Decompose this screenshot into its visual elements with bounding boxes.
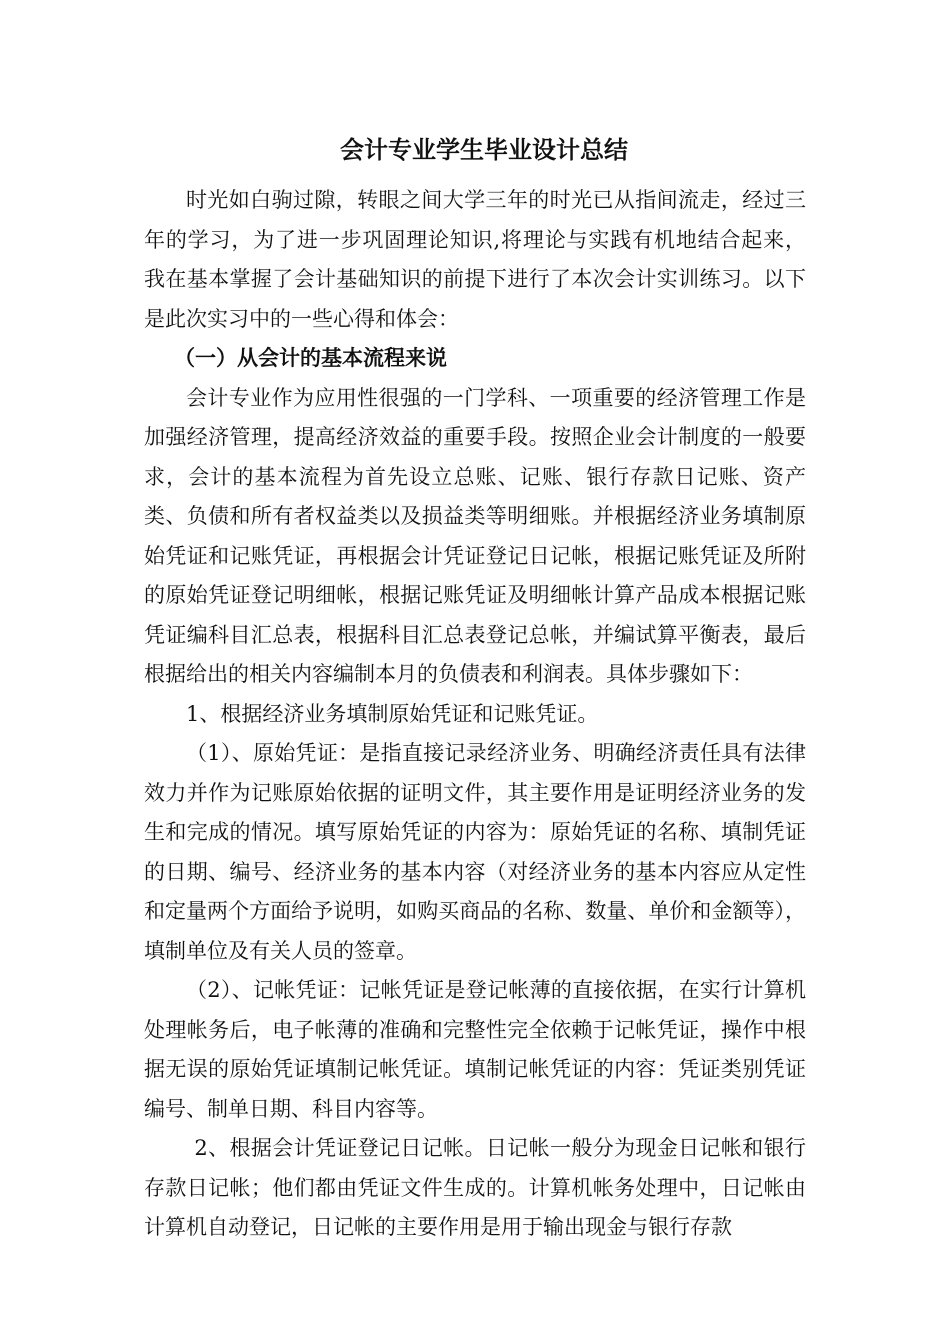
intro-paragraph: 时光如白驹过隙，转眼之间大学三年的时光已从指间流走，经过三年的学习，为了进一步巩固理论知识,将理论与实践有机地结合起来， 我在基本掌握了会计基础知识的前提下进行了本次会计实训练习。以下是此次实习中的一些心得和体会： (144, 188, 806, 331)
step-1-paragraph: 1、根据经济业务填制原始凭证和记账凭证。 (186, 701, 599, 726)
document-title: 会计专业学生毕业设计总结 (340, 136, 628, 164)
section-paragraph: 会计专业作为应用性很强的一门学科、一项重要的经济管理工作是加强经济管理，提高经济效益的重要手段。按照企业会计制度的一般要求，会计的基本流程为首先设立总账、记账、银行存款日记账、资产类、负债和所有者权益类以及损益类等明细账。并根据经济业务填制原始凭证和记账凭证，再根据会计凭证登记日记帐，根据记账凭证及所附的原始凭证登记明细帐，根据记账凭证及明细帐计算产品成本根据记账凭证编科目汇总表，根据科目汇总表登记总帐，并编试算平衡表，最后根据给出的相关内容编制本月的负债表和利润表。具体步骤如下： (144, 385, 806, 686)
step-2-paragraph: 2、根据会计凭证登记日记帐。日记帐一般分为现金日记帐和银行存款日记帐；他们都由凭证文件生成的。计算机帐务处理中，日记帐由计算机自动登记，日记帐的主要作用是用于输出现金与银行存款 (144, 1136, 806, 1239)
original-voucher-paragraph: （1）、原始凭证：是指直接记录经济业务、明确经济责任具有法律效力并作为记账原始依据的证明文件，其主要作用是证明经济业务的发生和完成的情况。填写原始凭证的内容为：原始凭证的名称、填制凭证的日期、编号、经济业务的基本内容（对经济业务的基本内容应从定性和定量两个方面给予说明，如购买商品的名称、数量、单价和金额等），填制单位及有关人员的签章。 (144, 741, 806, 963)
section-heading: （一）从会计的基本流程来说 (174, 346, 447, 370)
accounting-voucher-paragraph: （2）、记帐凭证：记帐凭证是登记帐薄的直接依据，在实行计算机处理帐务后，电子帐薄的准确和完整性完全依赖于记帐凭证，操作中根据无误的原始凭证填制记帐凭证。填制记帐凭证的内容：凭证类别凭证编号、制单日期、科目内容等。 (144, 978, 806, 1121)
document-body (144, 127, 806, 1248)
